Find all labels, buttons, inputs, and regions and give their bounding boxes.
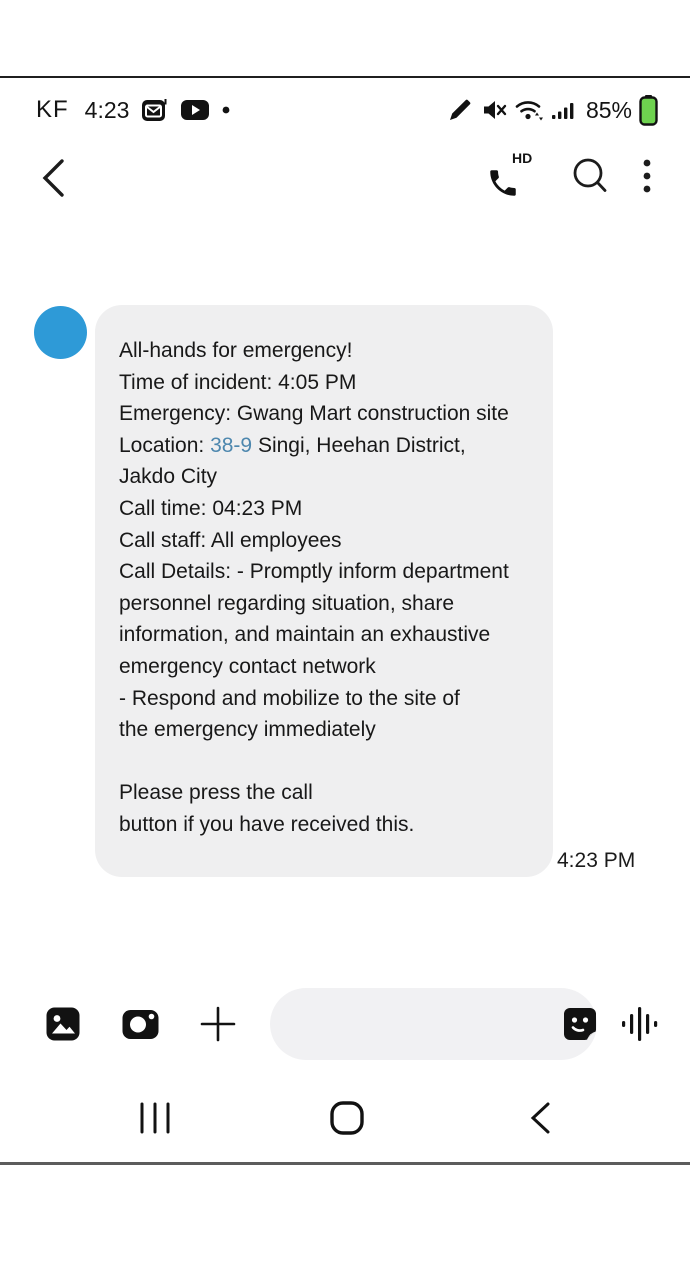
mute-icon [480,97,507,123]
message-text-segment: Please press the call [119,781,313,805]
location-link[interactable]: 38-9 [210,433,253,457]
message-line [119,493,535,525]
message-line [119,461,535,493]
message-line [119,430,535,462]
gallery-icon[interactable] [45,988,81,1060]
notification-dot-icon [222,106,230,114]
battery-percent-label: 85% [585,96,632,123]
mail-icon [141,97,168,123]
message-line [119,619,535,651]
status-bar-right [447,88,658,132]
wifi-icon [514,97,544,123]
conversation-header [0,148,690,208]
message-text-segment: Location: [119,433,211,457]
message-line [119,335,535,367]
message-line [119,777,535,809]
carrier-label: KF [36,96,69,123]
plus-icon[interactable] [199,988,237,1060]
message-text-segment: Jakdo City [119,465,218,489]
signal-icon [551,97,577,123]
message-text-segment: All-hands for emergency! [119,339,353,362]
message-input-pill[interactable] [270,988,597,1060]
message-text-segment: - Respond and mobilize to the site of [119,686,460,710]
message-text-segment: information, and maintain an exhaustive [119,623,491,647]
status-bar [0,88,690,132]
message-line [119,651,535,683]
message-text-segment: Emergency: Gwang Mart construction site [119,402,509,426]
status-bar-left [36,88,230,132]
message-line [119,556,535,588]
status-time: 4:23 [84,96,130,123]
search-button[interactable] [570,155,610,202]
recents-icon[interactable] [131,1092,179,1144]
message-text-segment: Singi, Heehan District, [252,433,466,457]
battery-icon [639,94,658,126]
back-button[interactable] [40,156,74,200]
screen-bottom-divider [0,1162,690,1165]
android-nav-bar [0,1092,690,1144]
message-line [119,714,535,746]
message-text-segment: button if you have received this. [119,812,415,836]
nav-back-icon[interactable] [516,1092,564,1144]
sticker-icon[interactable] [561,988,599,1060]
hd-badge: HD [512,150,533,166]
stylus-icon [447,97,473,123]
home-icon[interactable] [323,1092,371,1144]
voice-wave-icon[interactable] [620,988,660,1060]
compose-bar [0,988,690,1060]
message-line [119,367,535,399]
message-text-segment: Time of incident: 4:05 PM [119,370,357,394]
camera-icon[interactable] [121,988,160,1060]
call-button[interactable] [486,150,538,202]
header-actions [486,152,652,204]
message-line [119,809,535,841]
message-text-segment: the emergency immediately [119,718,376,742]
message-line [119,746,535,778]
message-line [119,398,535,430]
message-text-segment: Call Details: - Promptly inform department [119,560,509,584]
message-text-segment: Call staff: All employees [119,528,342,552]
message-text-segment: Call time: 04:23 PM [119,496,303,520]
message-line [119,525,535,557]
message-text [119,335,535,841]
message-line [119,683,535,715]
sender-avatar[interactable] [34,306,87,359]
message-line [119,588,535,620]
message-input[interactable] [270,988,561,1060]
screen-top-divider [0,76,690,78]
message-text-segment: emergency contact network [119,654,376,678]
youtube-icon [180,98,210,122]
message-bubble[interactable] [95,305,553,877]
more-menu-icon[interactable] [642,155,652,202]
message-timestamp: 4:23 PM [557,849,636,872]
message-text-segment: personnel regarding situation, share [119,591,455,615]
